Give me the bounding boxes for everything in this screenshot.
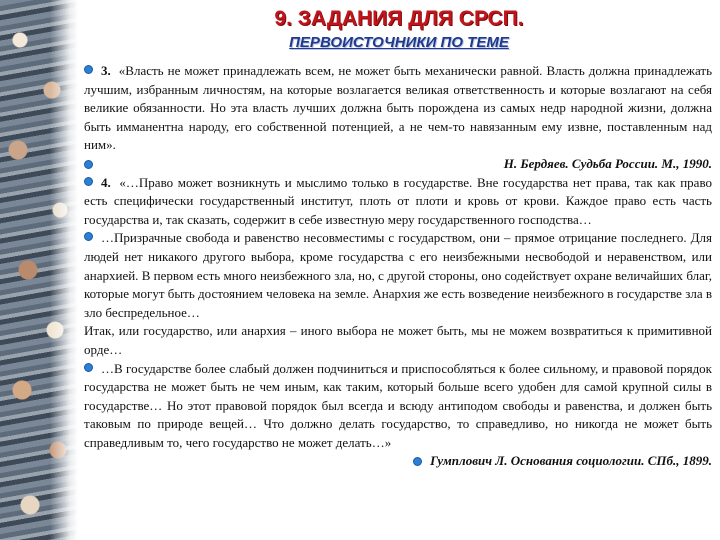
item-5-text: …Призрачные свобода и равенство несовместимы с государством, они – прямое отрицание последнего. Для людей нет никакого другого выбора, кроме государства с его неизбежными несвободой и неравенством, или анархией. В первом есть много неизбежного зла, но, с другой стороны, оно содействует охране величайших благ, которые могут быть достоянием человека на земле. Анархия же есть возведение неизбежного в государстве зла в зло беспредельное… [84, 230, 712, 320]
citation-berdyaev: Н. Бердяев. Судьба России. М., 1990. [503, 155, 712, 171]
bullet-icon [84, 232, 93, 241]
bullet-icon [84, 160, 93, 169]
item-5b-text: Итак, или государство, или анархия – иного выбора не может быть, мы не можем возвратиться к примитивной орде… [84, 323, 712, 357]
bullet-icon [413, 457, 422, 466]
item-3-paragraph [84, 62, 712, 155]
bullet-icon [84, 177, 93, 186]
citation-1-row [84, 155, 712, 174]
item-5-paragraph [84, 229, 712, 322]
bullet-icon [84, 65, 93, 74]
item-6-paragraph [84, 360, 712, 453]
item-6-text: …В государстве более слабый должен подчиниться и приспособляться к более сильному, и правовой порядок государства не может быть не чем иным, как таким, который больше всего удобен для самой крупной силы в государстве… Но этот правовой порядок был всегда и всюду антиподом свободы и равенства, и должен быть таковым по природе вещей… Что должно делать государство, то справедливо, но никогда не может быть справедливым то, чего государство не может делать…» [84, 360, 712, 450]
slide-subtitle: ПЕРВОИСТОЧНИКИ ПО ТЕМЕ [289, 34, 509, 51]
citation-gumplowicz: Гумплович Л. Основания социологии. СПб., 1899. [430, 453, 712, 469]
item-5b-paragraph [84, 322, 712, 359]
text-body [84, 62, 712, 471]
item-4-text: «…Право может возникнуть и мыслимо только в государстве. Вне государства нет права, так как право есть специфически государственный институт, плоть от плоти и кровь от крови. Каждое право есть часть государства и, так сказать, содержит в себе известную меру государственного господства… [84, 174, 712, 227]
citation-2-row [84, 452, 712, 471]
crowd-photo-strip [0, 0, 78, 540]
item-4-number: 4. [101, 174, 111, 190]
item-3-text: «Власть не может принадлежать всем, не может быть механически равной. Власть должна принадлежать лучшим, избранным личностям, на которые возлагается великая ответственность и которые возлагают на себя великие обязанности. Но эта власть лучших должна быть порождена из самых недр народной жизни, должна быть имманентна народу, его собственной потенцией, а не чем-то навязанным ему извне, поставленным над ним». [84, 63, 712, 153]
slide-title: 9. ЗАДАНИЯ ДЛЯ СРСП. [274, 7, 524, 30]
item-4-paragraph [84, 174, 712, 230]
slide-header [78, 6, 720, 52]
bullet-icon [84, 363, 93, 372]
item-3-number: 3. [101, 63, 111, 78]
